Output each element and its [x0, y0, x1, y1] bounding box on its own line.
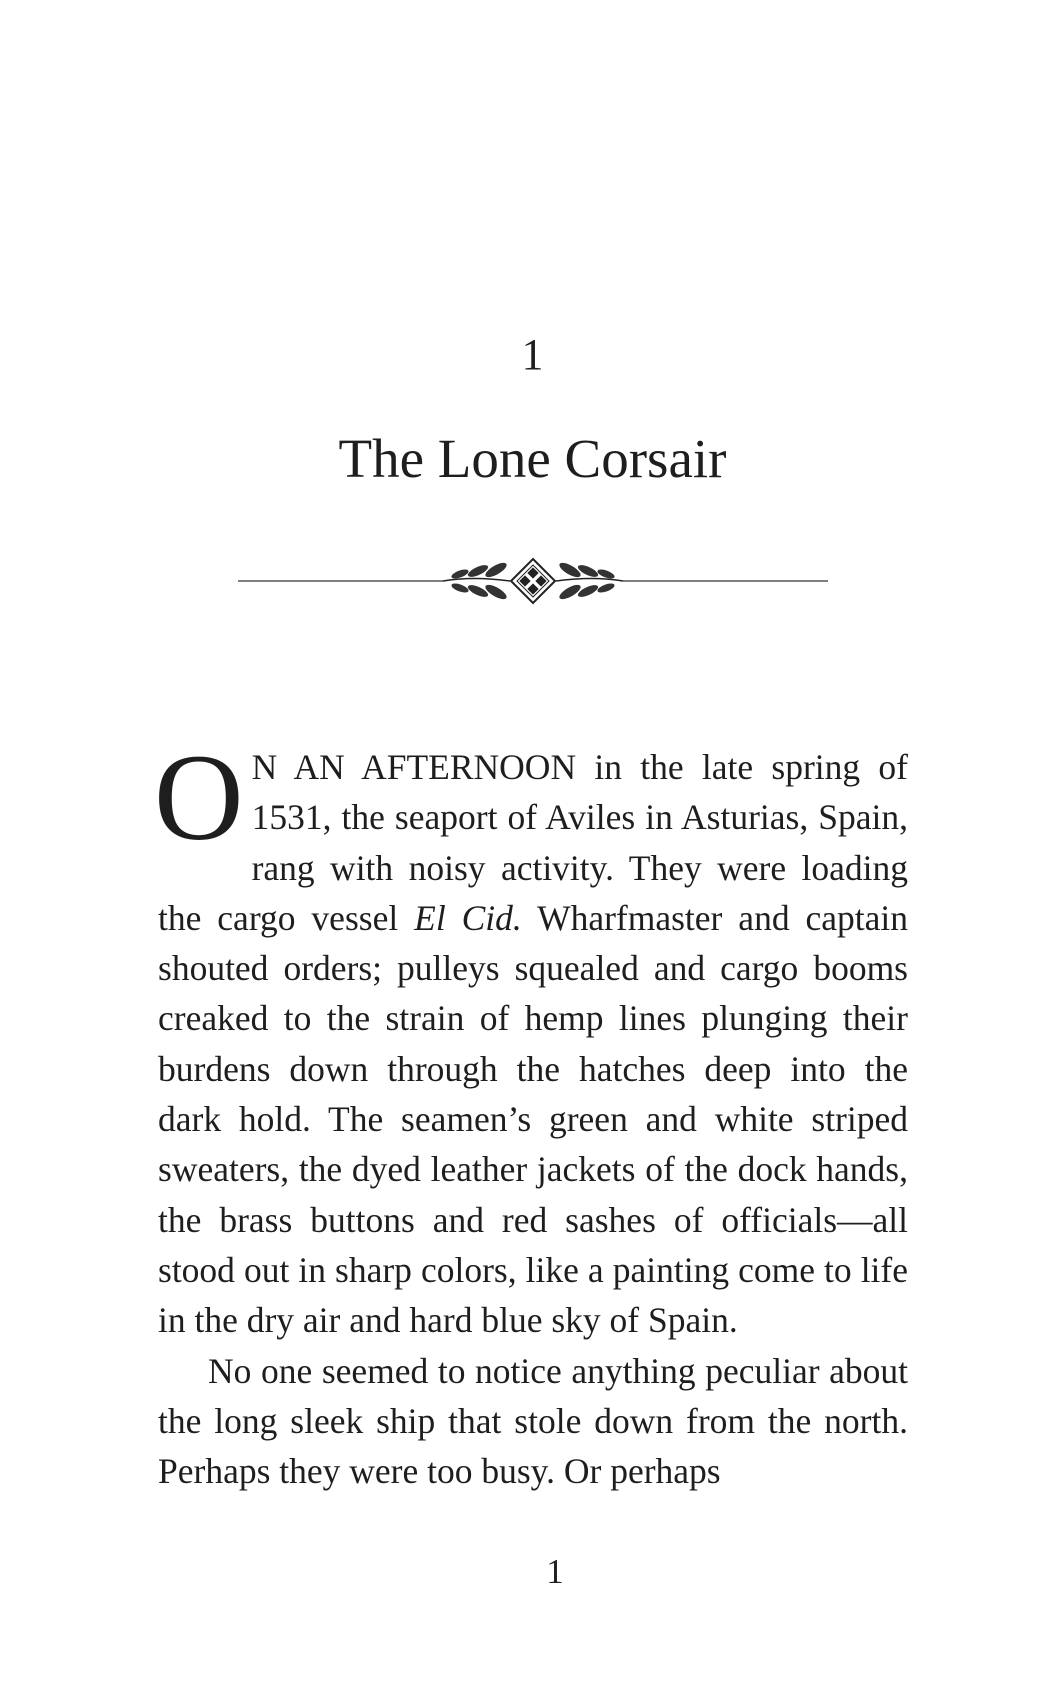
- drop-cap: O: [154, 729, 244, 866]
- chapter-number: 1: [521, 330, 544, 379]
- paragraph-1: [154, 729, 908, 1346]
- leaf-diamond-ornament-icon: [238, 556, 828, 606]
- body-text: [154, 729, 908, 1496]
- paragraph-2: No one seemed to notice anything peculiar about the long sleek ship that stole down from the north. Perhaps they were too busy. Or perhaps: [158, 1350, 908, 1492]
- paragraph-1-text-b: Wharfmaster and captain shouted orders; pulleys squealed and cargo booms creaked to the strain of hemp lines plunging their burdens down through the hatches deep into the dark hold. The seamen’s green and white striped sweaters, the dyed leather jackets of the dock hands, the brass buttons and red sashes of officials—all stood out in sharp colors, like a painting come to life in the dry air and hard blue sky of Spain.: [158, 897, 908, 1341]
- chapter-title: The Lone Corsair: [338, 428, 727, 489]
- paragraph-1-text-a: N AN AFTERNOON in the late spring of 1531, the seaport of Aviles in Asturias, Spain, rang with noisy activity. They were loading the cargo vessel: [158, 747, 908, 938]
- ship-name: El Cid.: [414, 897, 522, 938]
- page-number: 1: [546, 1552, 564, 1591]
